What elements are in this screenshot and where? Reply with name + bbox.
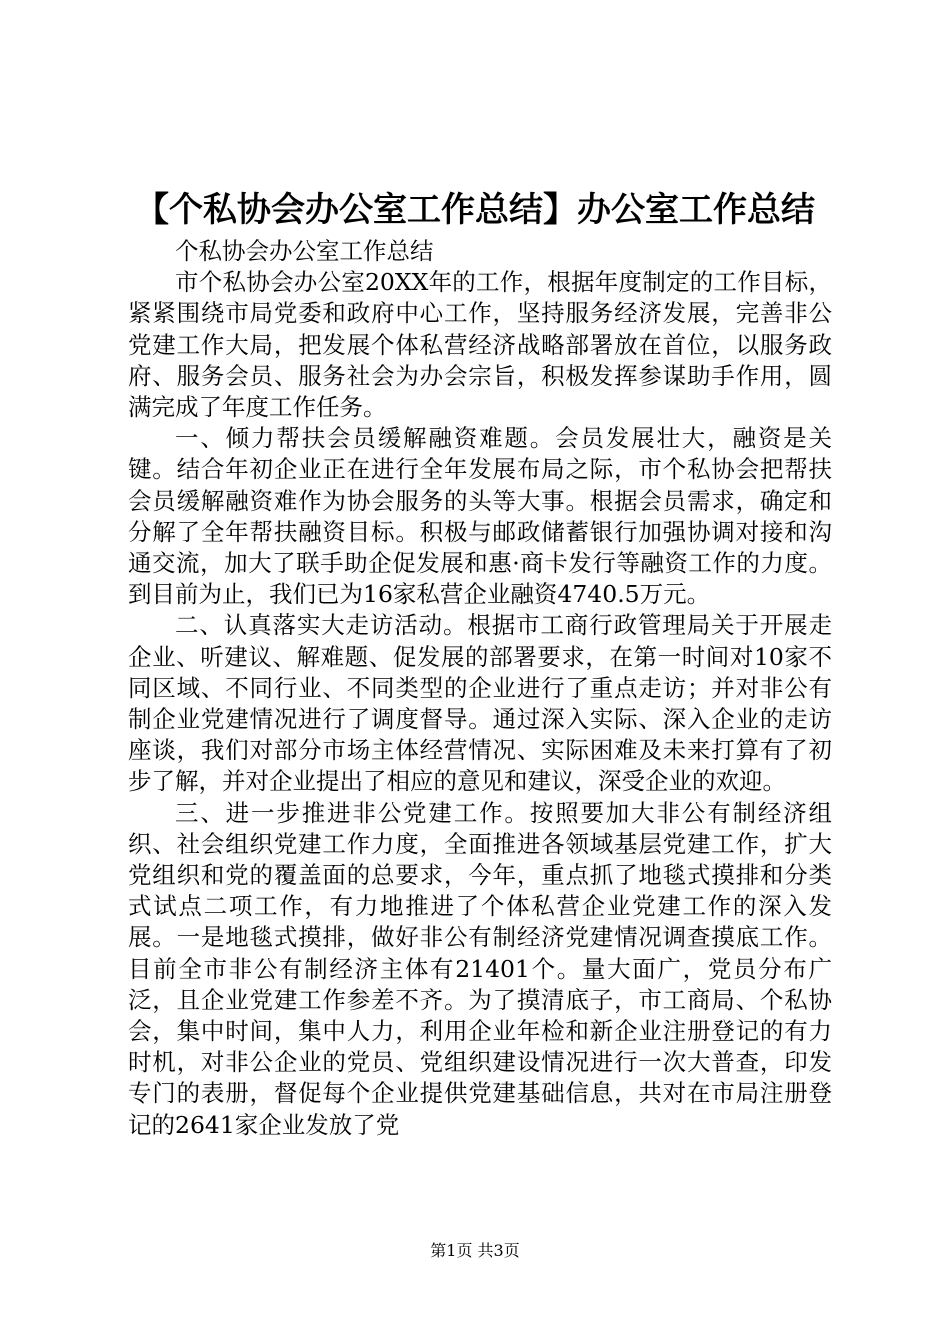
page-footer: 第1页 共3页 — [430, 1241, 520, 1260]
paragraph-party-building: 三、进一步推进非公党建工作。按照要加大非公有制经济组织、社会组织党建工作力度，全面推进各领域基层党建工作，扩大党组织和党的覆盖面的总要求，今年，重点抓了地毯式摸排和分类式试点二项工作，有力地推进了个体私营企业党建工作的深入发展。一是地毯式摸排，做好非公有制经济党建情况调查摸底工作。目前全市非公有制经济主体有21401个。量大面广，党员分布广泛，且企业党建工作参差不齐。为了摸清底子，市工商局、个私协会，集中时间，集中人力，利用企业年检和新企业注册登记的有力时机，对非公企业的党员、党组织建设情况进行一次大普查，印发专门的表册，督促每个企业提供党建基础信息，共对在市局注册登记的2641家企业发放了党 — [128, 798, 832, 1139]
paragraph-visits: 二、认真落实大走访活动。根据市工商行政管理局关于开展走企业、听建议、解难题、促发展的部署要求，在第一时间对10家不同区域、不同行业、不同类型的企业进行了重点走访；并对非公有制企业党建情况进行了调度督导。通过深入实际、深入企业的走访座谈，我们对部分市场主体经营情况、实际困难及未来打算有了初步了解，并对企业提出了相应的意见和建议，深受企业的欢迎。 — [128, 611, 832, 796]
paragraph-intro: 市个私协会办公室20XX年的工作，根据年度制定的工作目标，紧紧围绕市局党委和政府中心工作，坚持服务经济发展，完善非公党建工作大局，把发展个体私营经济战略部署放在首位，以服务政府、服务会员、服务社会为办会宗旨，积极发挥参谋助手作用，圆满完成了年度工作任务。 — [128, 268, 832, 422]
section-heading: 个私协会办公室工作总结 — [175, 237, 434, 265]
document-title: 【个私协会办公室工作总结】办公室工作总结 — [135, 190, 815, 230]
document-body — [128, 236, 832, 1141]
paragraph-financing: 一、倾力帮扶会员缓解融资难题。会员发展壮大，融资是关键。结合年初企业正在进行全年发展布局之际，市个私协会把帮扶会员缓解融资难作为协会服务的头等大事。根据会员需求，确定和分解了全年帮扶融资目标。积极与邮政储蓄银行加强协调对接和沟通交流，加大了联手助企促发展和惠·商卡发行等融资工作的力度。到目前为止，我们已为16家私营企业融资4740.5万元。 — [128, 424, 832, 609]
